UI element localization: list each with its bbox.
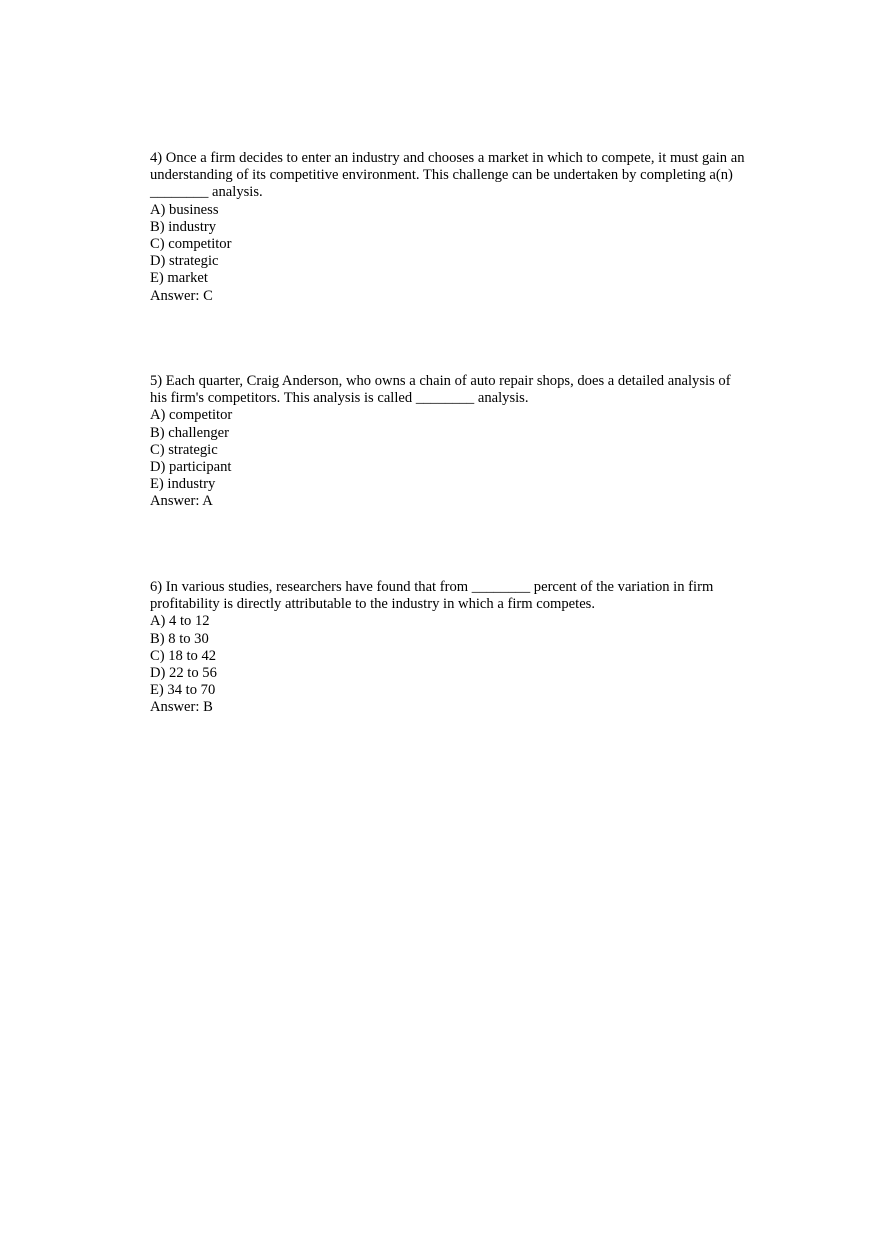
question-6: [150, 579, 750, 717]
option-b: B) 8 to 30: [150, 630, 209, 647]
option-b: B) challenger: [150, 424, 230, 441]
option-b: B) industry: [150, 218, 217, 235]
answer-line: Answer: B: [150, 699, 213, 716]
question-stem: 6) In various studies, researchers have found that from ________ percent of the variation in firm profitability is directly attributable to the industry in which a firm competes.: [150, 579, 714, 613]
option-d: D) participant: [150, 459, 232, 476]
option-a: A) business: [150, 201, 219, 218]
option-d: D) strategic: [150, 253, 219, 270]
question-stem: 5) Each quarter, Craig Anderson, who owns a chain of auto repair shops, does a detailed analysis of his firm's competitors. This analysis is called ________ analysis.: [150, 373, 731, 407]
option-c: C) competitor: [150, 236, 232, 253]
option-d: D) 22 to 56: [150, 665, 217, 682]
question-stem: 4) Once a firm decides to enter an industry and chooses a market in which to compete, it must gain an understanding of its competitive environment. This challenge can be undertaken by completing a(n) ________ analysis.: [150, 150, 745, 201]
option-c: C) 18 to 42: [150, 647, 217, 664]
option-a: A) 4 to 12: [150, 613, 210, 630]
answer-line: Answer: A: [150, 493, 213, 510]
question-4: [150, 150, 750, 305]
option-c: C) strategic: [150, 441, 218, 458]
option-e: E) industry: [150, 476, 216, 493]
answer-line: Answer: C: [150, 287, 213, 304]
option-e: E) market: [150, 270, 208, 287]
option-e: E) 34 to 70: [150, 682, 216, 699]
question-5: [150, 373, 750, 511]
option-a: A) competitor: [150, 407, 233, 424]
